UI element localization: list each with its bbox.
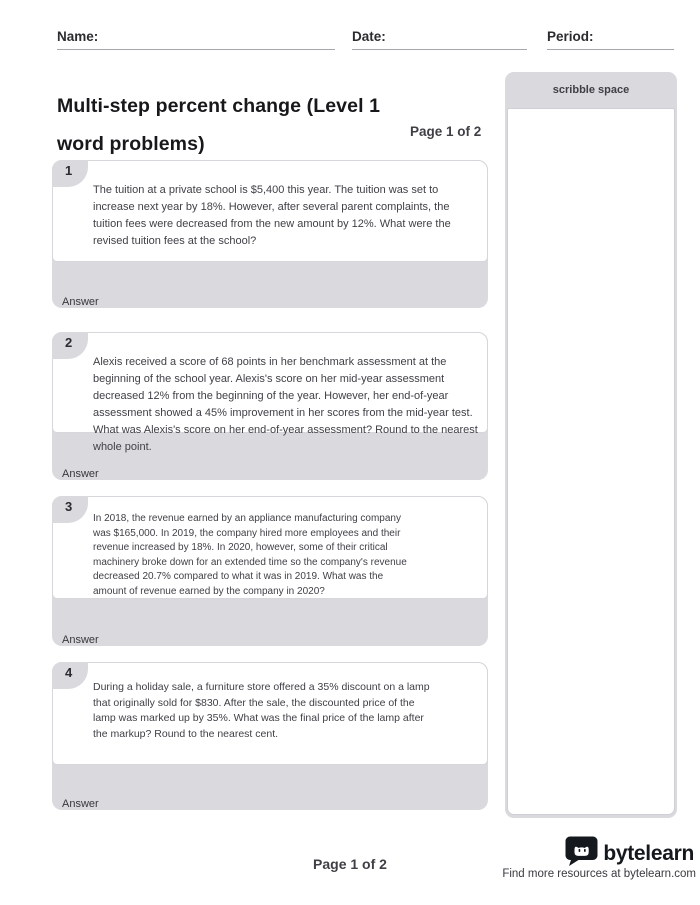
- scribble-space-area[interactable]: [507, 108, 675, 815]
- answer-label: Answer: [62, 634, 99, 646]
- footer-tagline: Find more resources at bytelearn.com: [502, 868, 696, 880]
- question-card-4: [52, 662, 488, 810]
- question-number: 2: [65, 335, 73, 350]
- question-text-4: During a holiday sale, a furniture store offered a 35% discount on a lamp that originally sold for $830. After the sale, the discounted price of the lamp was marked up by 35%. What was the final price of the lamp after the markup? Round to the nearest cent.: [93, 681, 430, 740]
- period-field[interactable]: [547, 28, 674, 50]
- question-box-2: [52, 332, 488, 453]
- date-label: Date:: [352, 29, 386, 44]
- question-number-badge-4: [52, 662, 88, 689]
- answer-area-1[interactable]: [52, 288, 488, 308]
- question-card-1: [52, 160, 488, 308]
- scribble-space-label: scribble space: [552, 84, 630, 96]
- date-field[interactable]: [352, 28, 527, 50]
- name-field[interactable]: [57, 28, 335, 50]
- question-number-badge-3: [52, 496, 88, 523]
- page-indicator-top: Page 1 of 2: [410, 124, 482, 139]
- page-indicator-bottom: Page 1 of 2: [313, 856, 387, 872]
- question-number: 3: [65, 499, 73, 514]
- question-box-1: [52, 160, 488, 262]
- page-title: Multi-step percent change (Level 1 word problems): [57, 95, 381, 156]
- bytelearn-wordmark: bytelearn: [603, 842, 694, 865]
- answer-label: Answer: [62, 798, 99, 810]
- answer-area-3[interactable]: [52, 626, 488, 646]
- answer-area-2[interactable]: [52, 460, 488, 480]
- period-label: Period:: [547, 29, 594, 44]
- scribble-space: [505, 72, 677, 818]
- question-number: 1: [65, 163, 73, 178]
- question-text-3: In 2018, the revenue earned by an appliance manufacturing company was $165,000. In 2019, the company hired more employees and their revenue increased by 18%. In 2020, however, some of their critical machinery broke down for an extended time so the company's revenue decreased 20.7% compared to what it was in 2019. What was the amount of revenue earned by the company in 2020?: [93, 513, 407, 597]
- question-number-badge-2: [52, 332, 88, 359]
- name-label: Name:: [57, 29, 99, 44]
- answer-label: Answer: [62, 296, 99, 308]
- question-card-2: [52, 332, 488, 480]
- question-text-2: Alexis received a score of 68 points in her benchmark assessment at the beginning of the school year. Alexis's score on her mid-year assessment decreased 12% from the beginning of the year. However, her end-of-year assessment showed a 45% improvement in her scores from the mid-year test. What was Alexis's score on her end-of-year assessment? Round to the nearest whole point.: [93, 356, 478, 453]
- question-box-3: [52, 496, 488, 599]
- answer-label: Answer: [62, 468, 99, 480]
- question-box-4: [52, 662, 488, 765]
- question-number: 4: [65, 665, 73, 680]
- question-card-3: [52, 496, 488, 646]
- answer-area-4[interactable]: [52, 790, 488, 810]
- question-text-1: The tuition at a private school is $5,400 this year. The tuition was set to increase next year by 18%. However, after several parent complaints, the tuition fees were decreased from the new amount by 12%. What were the revised tuition fees at the school?: [93, 184, 451, 247]
- question-number-badge-1: [52, 160, 88, 187]
